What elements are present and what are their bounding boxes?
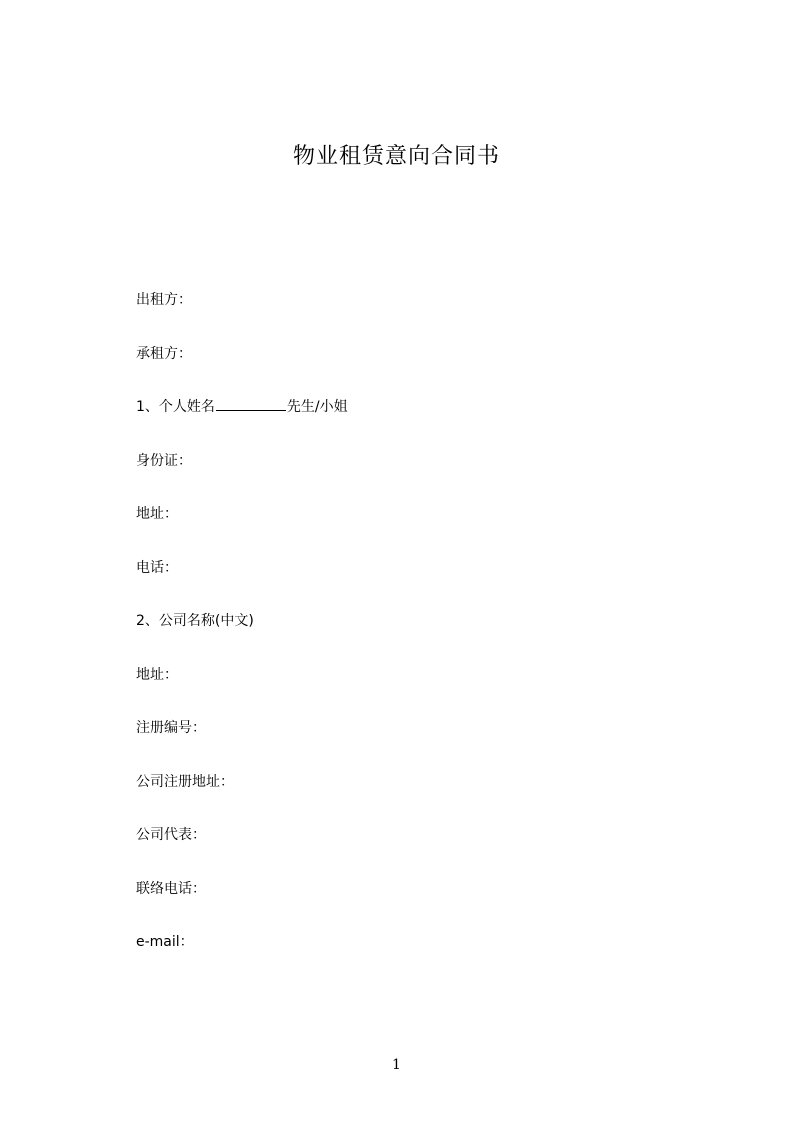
contact-phone-line: 联络电话： <box>136 880 206 897</box>
address-line-2: 地址： <box>136 666 178 683</box>
email-line: e-mail： <box>136 934 194 950</box>
lessor-line: 出租方： <box>136 292 192 308</box>
individual-name-label: 1、个人姓名 <box>136 399 215 415</box>
document-title: 物业租赁意向合同书 <box>292 144 500 169</box>
document-body <box>136 288 696 984</box>
name-blank <box>216 396 286 411</box>
lessee-line: 承租方： <box>136 345 192 362</box>
page-number: 1 <box>392 1057 401 1073</box>
address-line-1: 地址： <box>136 506 178 522</box>
id-card-line: 身份证： <box>136 452 192 469</box>
registration-number-line: 注册编号： <box>136 720 206 736</box>
phone-line: 电话： <box>136 559 178 576</box>
honorific-label: 先生/小姐 <box>286 399 348 415</box>
company-registered-address-line: 公司注册地址： <box>136 773 234 790</box>
company-name-line: 2、公司名称(中文) <box>136 613 254 629</box>
company-representative-line: 公司代表： <box>136 827 206 843</box>
individual-name-line <box>136 395 696 449</box>
